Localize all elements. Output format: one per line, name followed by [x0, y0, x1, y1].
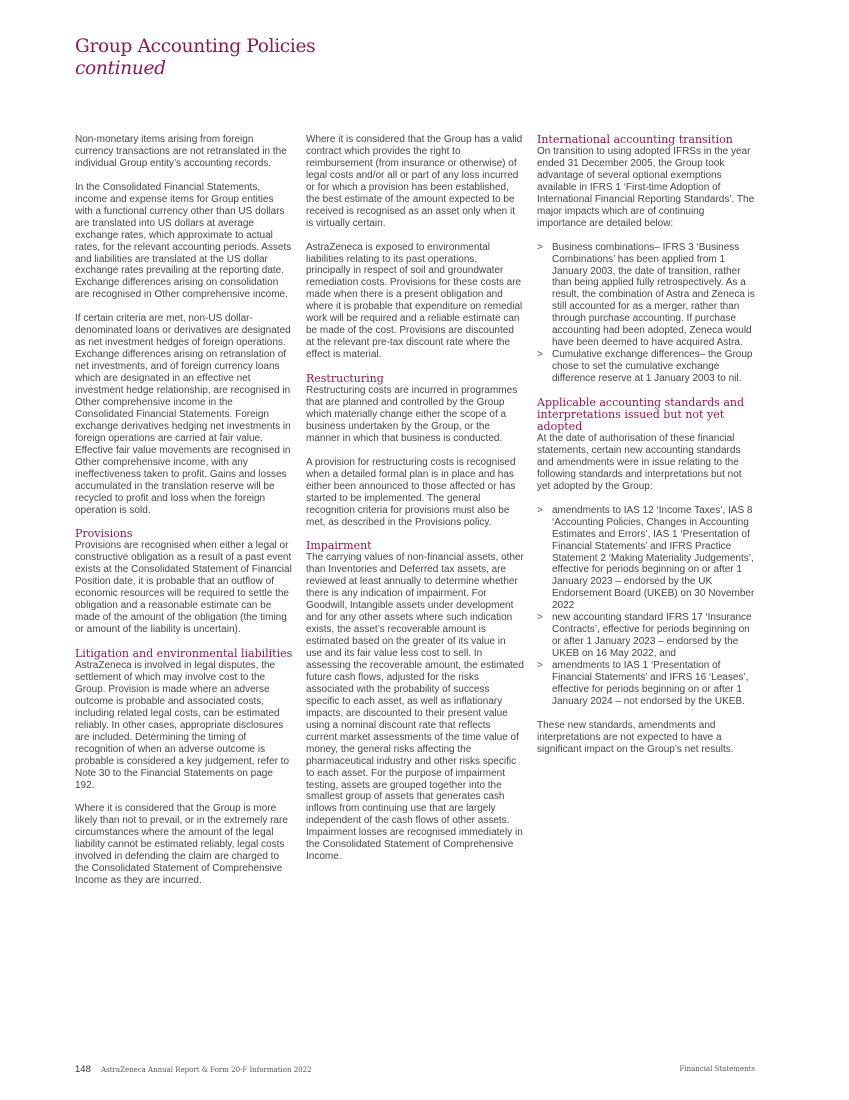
section-heading-standards: Applicable accounting standards and interpretations issued but not yet adopted: [537, 395, 745, 433]
paragraph: Non-monetary items arising from foreign currency transactions are not retranslated in the individual Group entity’s accounting records.: [75, 134, 287, 169]
page-header: [75, 36, 315, 80]
paragraph: The carrying values of non-financial assets, other than Inventories and Deferred tax assets, are reviewed at least annually to determine whether there is any indication of impairment. For Goodwill, Intangible assets under development and for any other assets where such indication exists, the asset’s recoverable amount is estimated based on the greater of its value in use and its fair value less cost to sell. In assessing the recoverable amount, the estimated future cash flows, adjusted for the risks associated with the probability of success specific to each asset, as well as inflationary impacts, are discounted to their present value using a nominal discount rate that reflects current market assessments of the time value of money, the general risks affecting the pharmaceutical industry and other risks specific to each asset. For the purpose of impairment testing, assets are grouped together into the smallest group of assets that generates cash inflows from continuing use that are largely independent of the cash flows of other assets. Impairment losses are recognised immediately in the Consolidated Statement of Comprehensive Income.: [306, 552, 524, 863]
paragraph: Restructuring costs are incurred in programmes that are planned and controlled by the Group which materially change either the scope of a business undertaken by the Group, or the manner in which that business is conducted.: [306, 385, 518, 444]
publication-title: AstraZeneca Annual Report & Form 20-F Information 2022: [101, 1066, 312, 1074]
bullet-list: [537, 505, 755, 708]
list-item: > Business combinations– IFRS 3 ‘Business Combinations’ has been applied from 1 January 2003, the date of transition, rather than being applied fully retrospectively. As a result, the combination of Astra and Zeneca is still accounted for as a merger, rather than through purchase accounting. If purchase accounting had been adopted, Zeneca would have been deemed to have acquired Astra.: [537, 242, 755, 350]
paragraph: At the date of authorisation of these financial statements, certain new accounting standards and amendments were in issue relating to the following standards and interpretations but not yet adopted by the Group:: [537, 432, 742, 492]
paragraph: AstraZeneca is exposed to environmental liabilities relating to its past operations, principally in respect of soil and groundwater remediation costs. Provisions for these costs are made when there is a present obligation and where it is probable that expenditure on remedial work will be required and a reliable estimate can be made of the cost. Provisions are discounted at the relevant pre-tax discount rate where the effect is material.: [306, 241, 523, 361]
section-label: Financial Statements: [679, 1065, 755, 1073]
page-title: Group Accounting Policies: [75, 36, 316, 57]
paragraph: A provision for restructuring costs is recognised when a detailed formal plan is in place and has either been announced to those affected or has started to be implemented. The general recognition criteria for provisions must also be met, as described in the Provisions policy.: [306, 456, 516, 528]
section-heading-transition: International accounting transition: [537, 133, 733, 146]
page-subtitle: continued: [75, 58, 166, 79]
column-right: [537, 134, 755, 768]
column-middle: [306, 134, 524, 875]
list-item: > amendments to IAS 1 ‘Presentation of Financial Statements’ and IFRS 16 ‘Leases’, effective for periods beginning on or after 1 January 2024 – not endorsed by the UKEB.: [537, 660, 755, 708]
section-heading-litigation: Litigation and environmental liabilities: [75, 646, 293, 660]
list-item: > new accounting standard IFRS 17 ‘Insurance Contracts’, effective for periods beginning on or after 1 January 2023 – endorsed by the UKEB on 16 May 2022, and: [537, 612, 755, 660]
section-heading-provisions: Provisions: [75, 527, 133, 541]
page-footer: [75, 1064, 755, 1075]
paragraph: In the Consolidated Financial Statements, income and expense items for Group entities with a functional currency other than US dollars are translated into US dollars at average exchange rates, which approximate to actual rates, for the relevant accounting periods. Assets and liabilities are translated at the US dollar exchange rates prevailing at the reporting date. Exchange differences arising on consolidation are recognised in Other comprehensive income.: [75, 181, 292, 301]
page-number: 148: [75, 1064, 91, 1075]
paragraph: Provisions are recognised when either a legal or constructive obligation as a result of a past event exists at the Consolidated Statement of Financial Position date, it is probable that an outflow of economic resources will be required to settle the obligation and a reasonable estimate can be made of the amount of the obligation (the timing or amount of the liability is uncertain).: [75, 540, 292, 636]
list-item: > amendments to IAS 12 ‘Income Taxes’, IAS 8 ‘Accounting Policies, Changes in Accounting Estimates and Errors’, IAS 1 ‘Presentation of Financial Statements’ and IFRS Practice Statement 2 ‘Making Materiality Judgements’, effective for periods beginning on or after 1 January 2023 – endorsed by the UK Endorsement Board (UKEB) on 30 November 2022: [537, 505, 755, 613]
paragraph: These new standards, amendments and interpretations are not expected to have a significant impact on the Group’s net results.: [537, 719, 734, 755]
paragraph: If certain criteria are met, non-US dollar-denominated loans or derivatives are designated as net investment hedges of foreign operations. Exchange differences arising on retranslation of net investments, and of foreign currency loans which are designated in an effective net investment hedge relationship, are recognised in Other comprehensive income in the Consolidated Financial Statements. Foreign exchange derivatives hedging net investments in foreign operations are carried at fair value. Effective fair value movements are recognised in Other comprehensive income, with any ineffectiveness taken to profit. Gains and losses accumulated in the translation reserve will be recycled to profit and loss when the foreign operation is sold.: [75, 313, 291, 516]
paragraph: AstraZeneca is involved in legal disputes, the settlement of which may involve cost to the Group. Provision is made where an adverse outcome is probable and associated costs, including related legal costs, can be estimated reliably. In other cases, appropriate disclosures are included. Determining the timing of recognition of when an adverse outcome is probable is considered a key judgement, refer to Note 30 to the Financial Statements on page 192.: [75, 659, 290, 791]
paragraph: Where it is considered that the Group is more likely than not to prevail, or in the extremely rare circumstances where the amount of the legal liability cannot be estimated reliably, legal costs involved in defending the claim are charged to the Consolidated Statement of Comprehensive Income as they are incurred.: [75, 803, 288, 887]
paragraph: Where it is considered that the Group has a valid contract which provides the right to reimbursement (from insurance or otherwise) of legal costs and/or all or part of any loss incurred or for which a provision has been established, the best estimate of the amount expected to be received is recognised as an asset only when it is virtually certain.: [306, 134, 523, 229]
section-heading-impairment: Impairment: [306, 539, 372, 553]
list-item: > Cumulative exchange differences– the Group chose to set the cumulative exchange difference reserve at 1 January 2003 to nil.: [537, 349, 755, 385]
column-left: [75, 134, 293, 899]
section-heading-restructuring: Restructuring: [306, 372, 384, 386]
bullet-list: [537, 242, 755, 385]
paragraph: On transition to using adopted IFRSs in the year ended 31 December 2005, the Group took advantage of several optional exemptions available in IFRS 1 ‘First-time Adoption of International Financial Reporting Standards’. The major impacts which are of continuing importance are detailed below:: [537, 146, 755, 229]
